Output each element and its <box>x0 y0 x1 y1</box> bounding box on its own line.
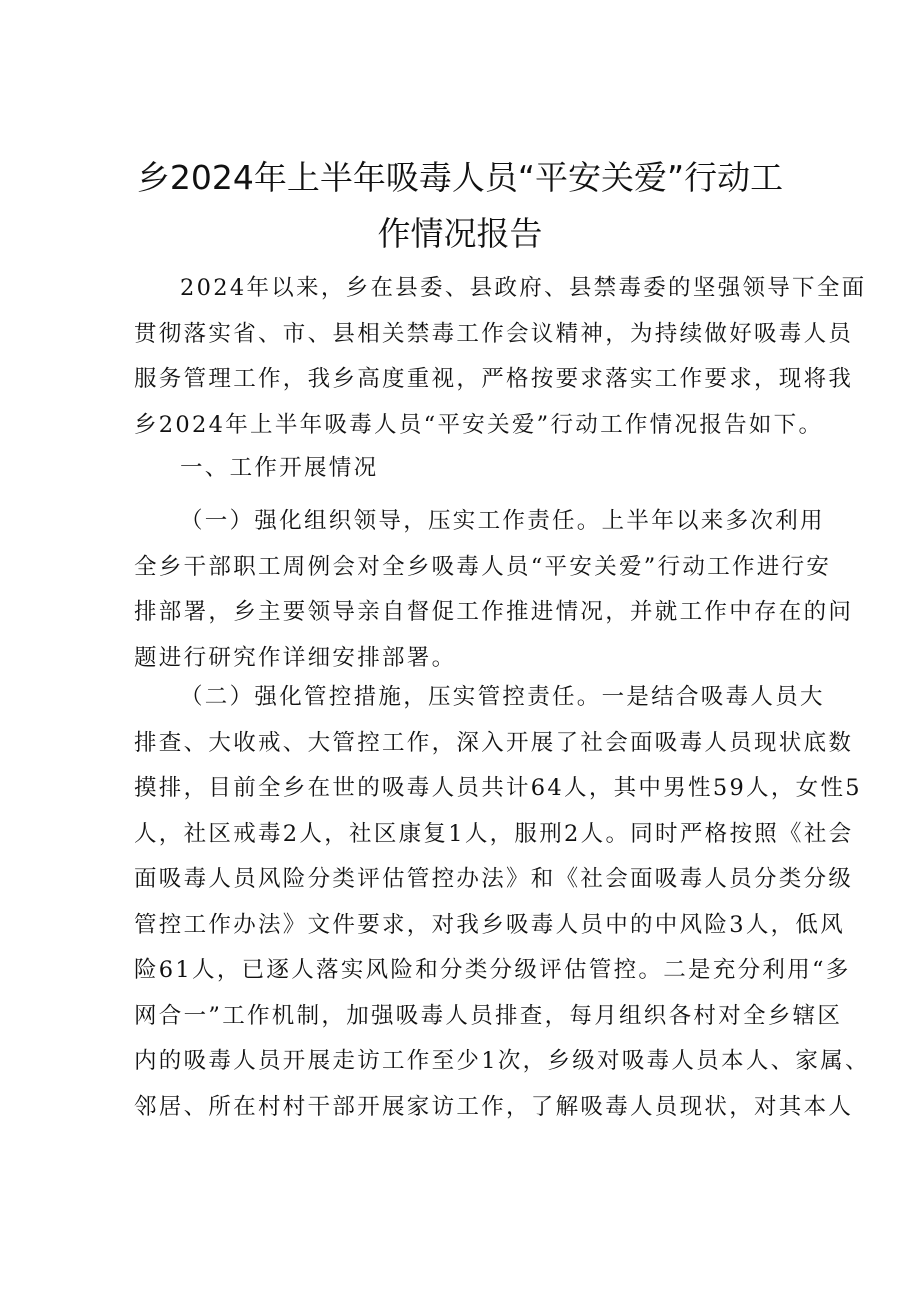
paragraph-organization <box>134 499 854 681</box>
section-heading: 一、工作开展情况 <box>180 455 379 481</box>
paragraph-line: 摸排，目前全乡在世的吸毒人员共计64人，其中男性59人，女性5 <box>134 775 862 801</box>
paragraph-line: （二）强化管控措施，压实管控责任。一是结合吸毒人员大 <box>180 684 825 710</box>
paragraph-line: 乡2024年上半年吸毒人员“平安关爱”行动工作情况报告如下。 <box>134 411 824 438</box>
paragraph-line: 全乡干部职工周例会对全乡吸毒人员“平安关爱”行动工作进行安 <box>134 553 832 580</box>
paragraph-line: 题进行研究作详细安排部署。 <box>134 644 457 671</box>
title-line: 乡2024年上半年吸毒人员“平安关爱”行动工 <box>136 158 784 197</box>
paragraph-line: 人，社区戒毒2人，社区康复1人，服刑2人。同时严格按照《社会 <box>134 820 854 847</box>
paragraph-line: 网合一”工作机制，加强吸毒人员排查，每月组织各村对全乡辖区 <box>134 1002 843 1029</box>
paragraph-line: 服务管理工作，我乡高度重视，严格按要求落实工作要求，现将我 <box>134 366 854 392</box>
intro-paragraph <box>134 266 867 448</box>
document-title <box>100 150 820 262</box>
paragraph-line: 邻居、所在村村干部开展家访工作，了解吸毒人员现状，对其本人 <box>134 1093 854 1120</box>
paragraph-line: （一）强化组织领导，压实工作责任。上半年以来多次利用 <box>180 508 825 534</box>
title-line: 作情况报告 <box>377 214 543 253</box>
paragraph-line: 面吸毒人员风险分类评估管控办法》和《社会面吸毒人员分类分级 <box>134 866 854 892</box>
paragraph-control <box>134 675 870 1130</box>
paragraph-line: 排查、大收戒、大管控工作，深入开展了社会面吸毒人员现状底数 <box>134 729 854 756</box>
paragraph-line: 险61人，已逐人落实风险和分类分级评估管控。二是充分利用“多 <box>134 957 851 983</box>
paragraph-line: 管控工作办法》文件要求，对我乡吸毒人员中的中风险3人，低风 <box>134 911 846 938</box>
paragraph-line: 2024年以来，乡在县委、县政府、县禁毒委的坚强领导下全面 <box>180 275 867 301</box>
paragraph-line: 贯彻落实省、市、县相关禁毒工作会议精神，为持续做好吸毒人员 <box>134 320 854 347</box>
paragraph-line: 内的吸毒人员开展走访工作至少1次，乡级对吸毒人员本人、家属、 <box>134 1048 870 1074</box>
paragraph-line: 排部署，乡主要领导亲自督促工作推进情况，并就工作中存在的问 <box>134 599 854 625</box>
